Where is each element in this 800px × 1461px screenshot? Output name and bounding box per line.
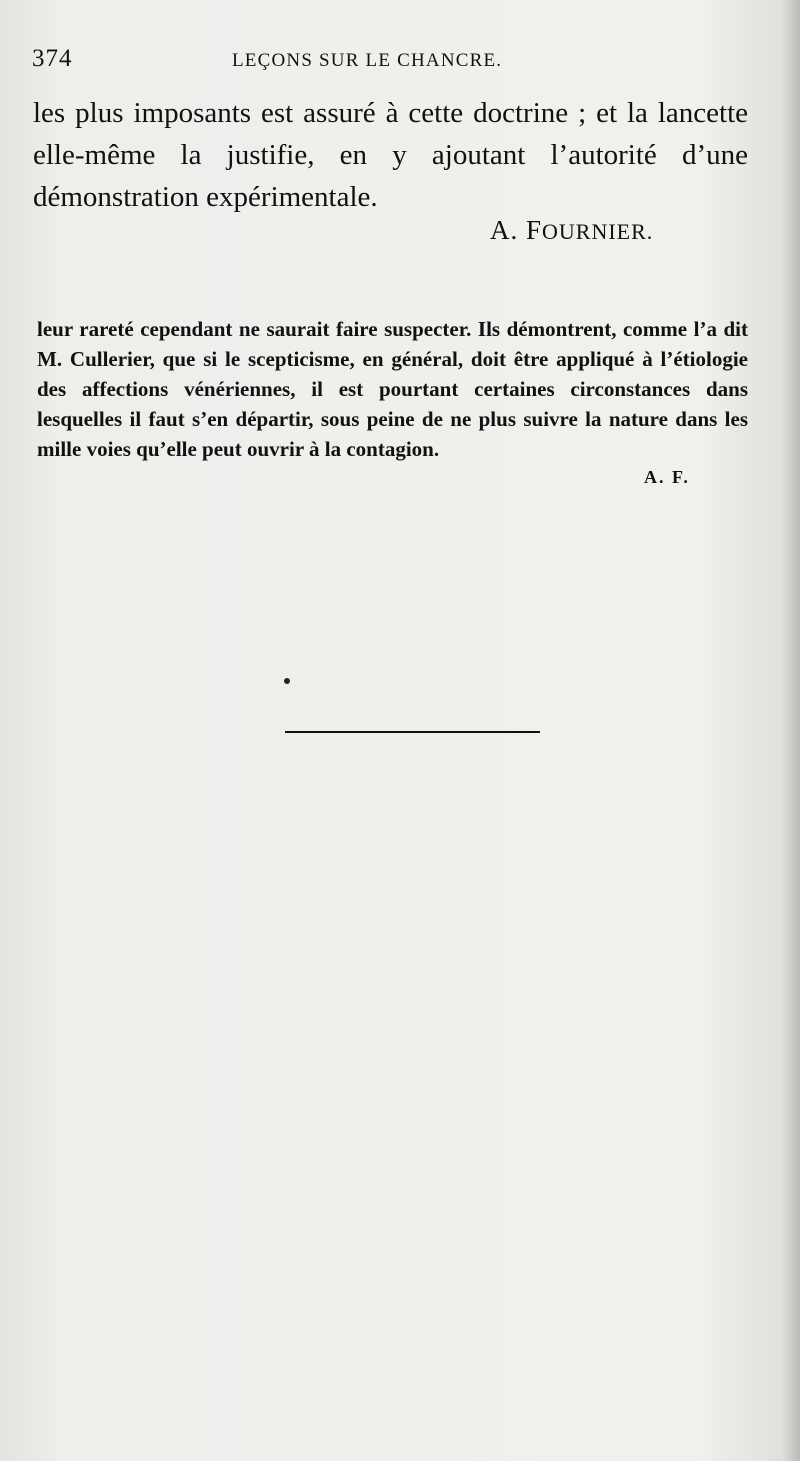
- horizontal-rule: [285, 731, 540, 733]
- signature-rest: OURNIER.: [542, 219, 654, 244]
- signature-initial: A. F: [490, 215, 543, 245]
- author-signature: [490, 215, 653, 246]
- page-number: 374: [32, 45, 73, 72]
- running-head: LEÇONS SUR LE CHANCRE.: [232, 50, 503, 71]
- page-edge-shadow: [782, 0, 800, 1461]
- note-signature: A. F.: [644, 467, 690, 487]
- page-header: [32, 45, 752, 81]
- note-paragraph: leur rareté cependant ne saurait faire suspecter. Ils démontrent, comme l’a dit M. Cullerier, que si le scepticisme, en général, doit être appliqué à l’étiologie des affections vénériennes, il est pourtant certaines circonstances dans lesquelles il faut s’en départir, sous peine de ne plus suivre la nature dans les mille voies qu’elle peut ouvrir à la contagion.: [37, 317, 748, 461]
- main-paragraph: les plus imposants est assuré à cette doctrine ; et la lancette elle-même la justifie, en y ajoutant l’autorité d’une démonstration expérimentale.: [33, 97, 748, 213]
- ink-speck: [284, 678, 290, 684]
